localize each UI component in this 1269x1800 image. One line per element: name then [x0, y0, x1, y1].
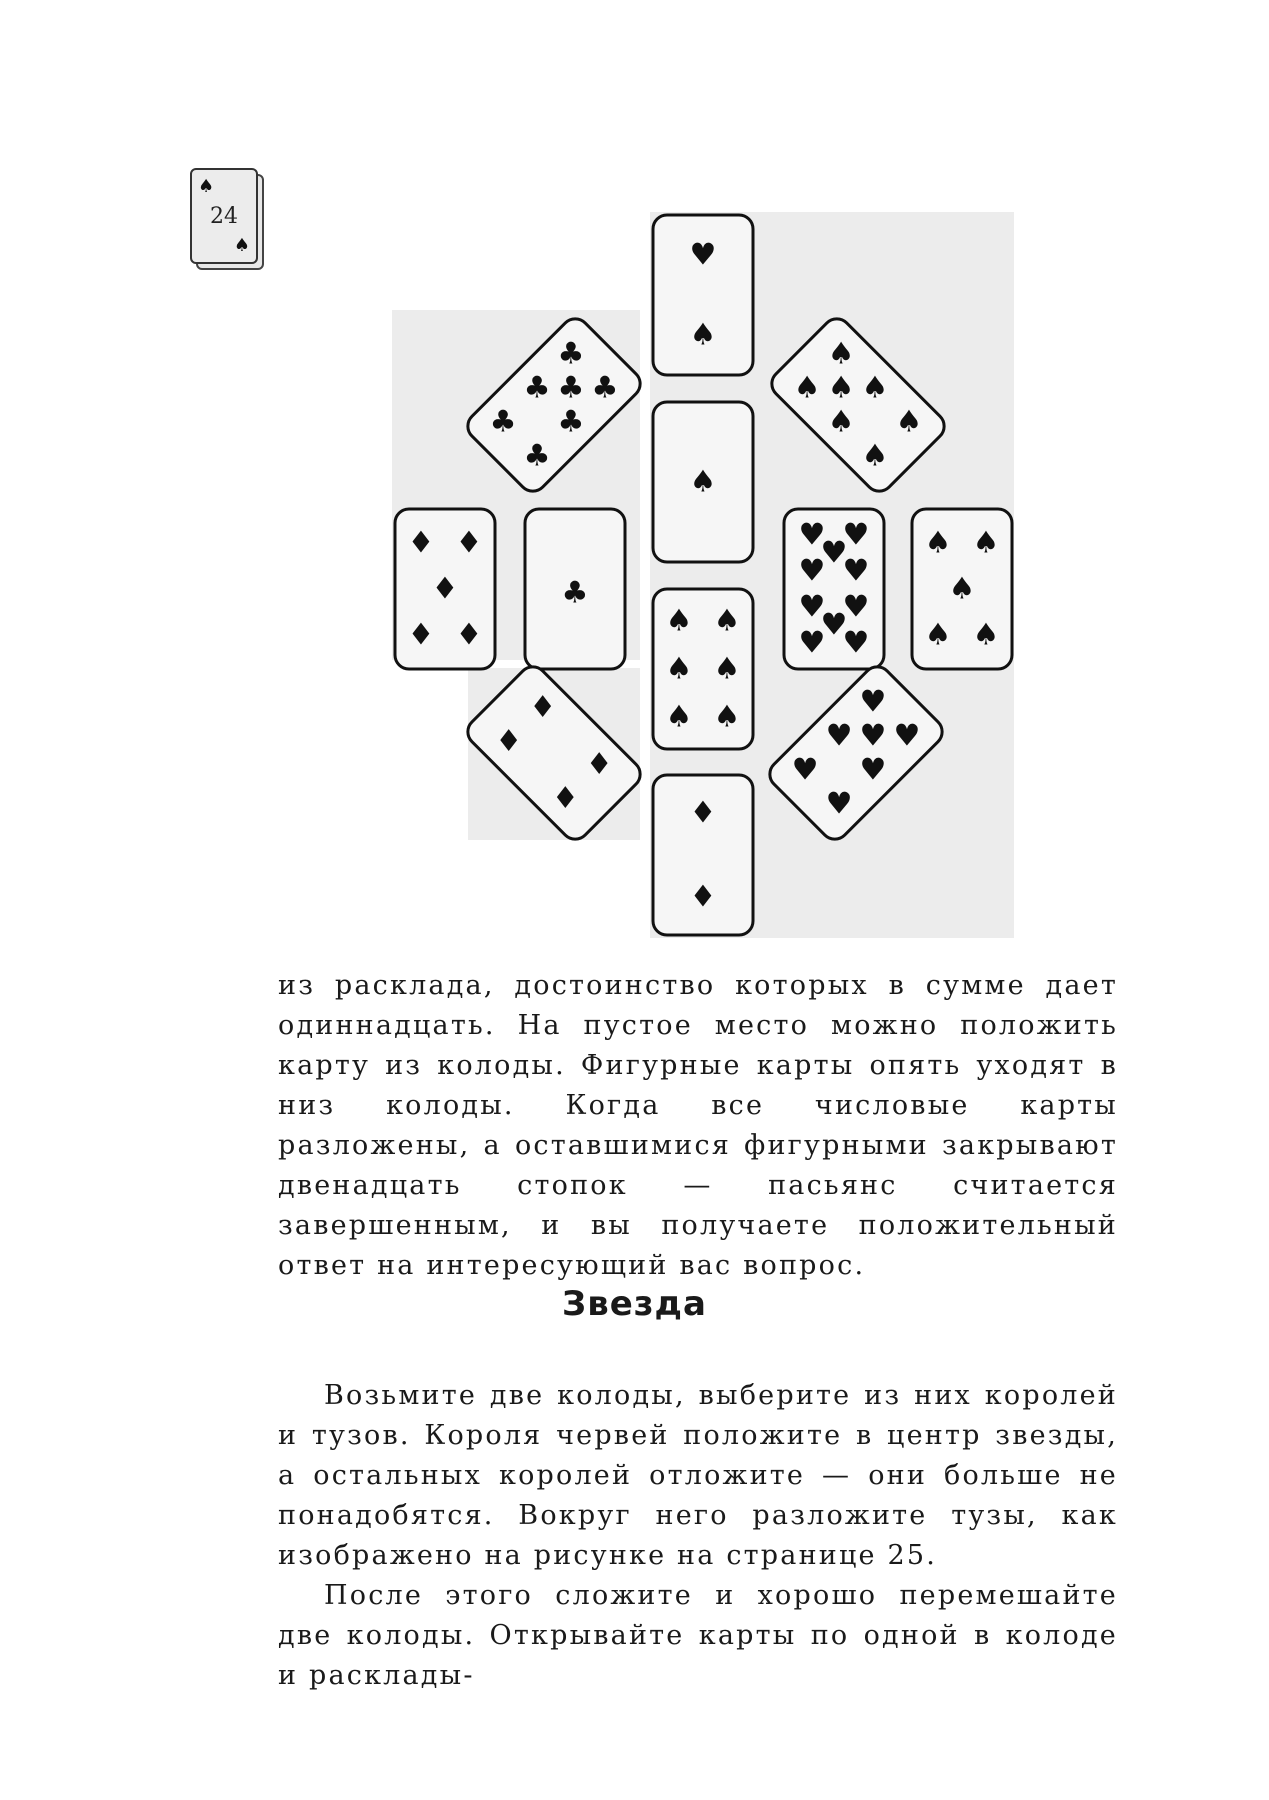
- card-pip: ♠: [861, 370, 889, 406]
- card-pip: ♠: [895, 404, 923, 440]
- card-pip: ♠: [948, 571, 976, 607]
- card-pip: ♥: [798, 553, 826, 589]
- card-pip: ♥: [798, 589, 826, 625]
- card-pip: ♥: [820, 535, 848, 571]
- card-pip: ♣: [557, 370, 585, 406]
- card-pip: ♦: [551, 780, 579, 816]
- card-pip: ♣: [561, 575, 589, 611]
- card-pip: ♠: [713, 651, 741, 687]
- card-left-inner: [525, 509, 625, 669]
- card-pip: ♦: [407, 525, 435, 561]
- card-pip: ♦: [689, 879, 717, 915]
- card-left-outer: [395, 509, 495, 669]
- card-center-lower: [653, 589, 753, 749]
- card-pip: ♥: [842, 553, 870, 589]
- card-pip: ♠: [972, 525, 1000, 561]
- card-pip: ♥: [791, 752, 819, 788]
- card-pip: ♥: [825, 786, 853, 822]
- card-pip: ♣: [557, 336, 585, 372]
- card-right-outer: [912, 509, 1012, 669]
- card-pip: ♦: [529, 690, 557, 726]
- card-pip: ♠: [665, 699, 693, 735]
- card-pip: ♠: [861, 438, 889, 474]
- card-pip: ♠: [827, 336, 855, 372]
- card-pip: ♥: [842, 625, 870, 661]
- card-pip: ♥: [859, 718, 887, 754]
- card-bottom-center: [653, 775, 753, 935]
- card-pip: ♦: [455, 525, 483, 561]
- card-pip: ♥: [842, 517, 870, 553]
- card-pip: ♥: [798, 625, 826, 661]
- card-pip: ♦: [407, 617, 435, 653]
- card-pip: ♠: [665, 603, 693, 639]
- card-pip: ♦: [689, 795, 717, 831]
- card-pip: ♥: [689, 237, 717, 273]
- card-pip: ♣: [489, 404, 517, 440]
- card-pip: ♠: [689, 464, 717, 500]
- card-pip: ♠: [793, 370, 821, 406]
- card-pip: ♠: [713, 603, 741, 639]
- card-pip: ♠: [713, 699, 741, 735]
- card-top-center: [653, 215, 753, 375]
- card-pip: ♥: [859, 752, 887, 788]
- card-pip: ♠: [924, 617, 952, 653]
- spade-icon: ♠: [198, 176, 215, 197]
- card-pip: ♦: [585, 746, 613, 782]
- card-pip: ♠: [972, 617, 1000, 653]
- card-right-inner: [784, 509, 884, 669]
- card-pip: ♠: [827, 404, 855, 440]
- card-center: [653, 402, 753, 562]
- paragraph-1: из расклада, достоинство которых в сумме дает одиннадцать. На пустое место можно положить карту из колоды. Фигурные карты опять уходят в низ колоды. Когда все числовые карты разложены, а оставшимися фигурными закрывают двенадцать стопок — пасьянс считается завершенным, и вы получаете положительный ответ на интересующий вас вопрос.: [278, 970, 1118, 1281]
- page-number: 24: [210, 204, 238, 229]
- section-body: [278, 1376, 1118, 1696]
- card-pip: ♠: [827, 370, 855, 406]
- paragraph-continued: [278, 966, 1118, 1286]
- card-pip: ♠: [689, 317, 717, 353]
- section-heading: Звезда: [562, 1284, 707, 1324]
- card-pip: ♦: [455, 617, 483, 653]
- card-pip: ♦: [495, 724, 523, 760]
- card-pip: ♠: [924, 525, 952, 561]
- card-pip: ♠: [665, 651, 693, 687]
- paragraph-3: После этого сложите и хорошо перемешайте две колоды. Открывайте карты по одной в колоде и расклады-: [278, 1580, 1118, 1691]
- card-pip: ♣: [523, 370, 551, 406]
- card-pip: ♥: [798, 517, 826, 553]
- card-pip: ♣: [523, 438, 551, 474]
- card-pip: ♥: [825, 718, 853, 754]
- card-pip: ♥: [893, 718, 921, 754]
- card-pip: ♥: [820, 607, 848, 643]
- card-pip: ♣: [557, 404, 585, 440]
- paragraph-2: Возьмите две колоды, выберите из них королей и тузов. Короля червей положите в центр звезды, а остальных королей отложите — они больше не понадобятся. Вокруг него разложите тузы, как изображено на рисунке на странице 25.: [278, 1380, 1118, 1571]
- card-pip: ♥: [842, 589, 870, 625]
- card-pip: ♦: [431, 571, 459, 607]
- card-pip: ♥: [859, 684, 887, 720]
- card-pip: ♣: [591, 370, 619, 406]
- spade-icon: ♠: [233, 235, 250, 256]
